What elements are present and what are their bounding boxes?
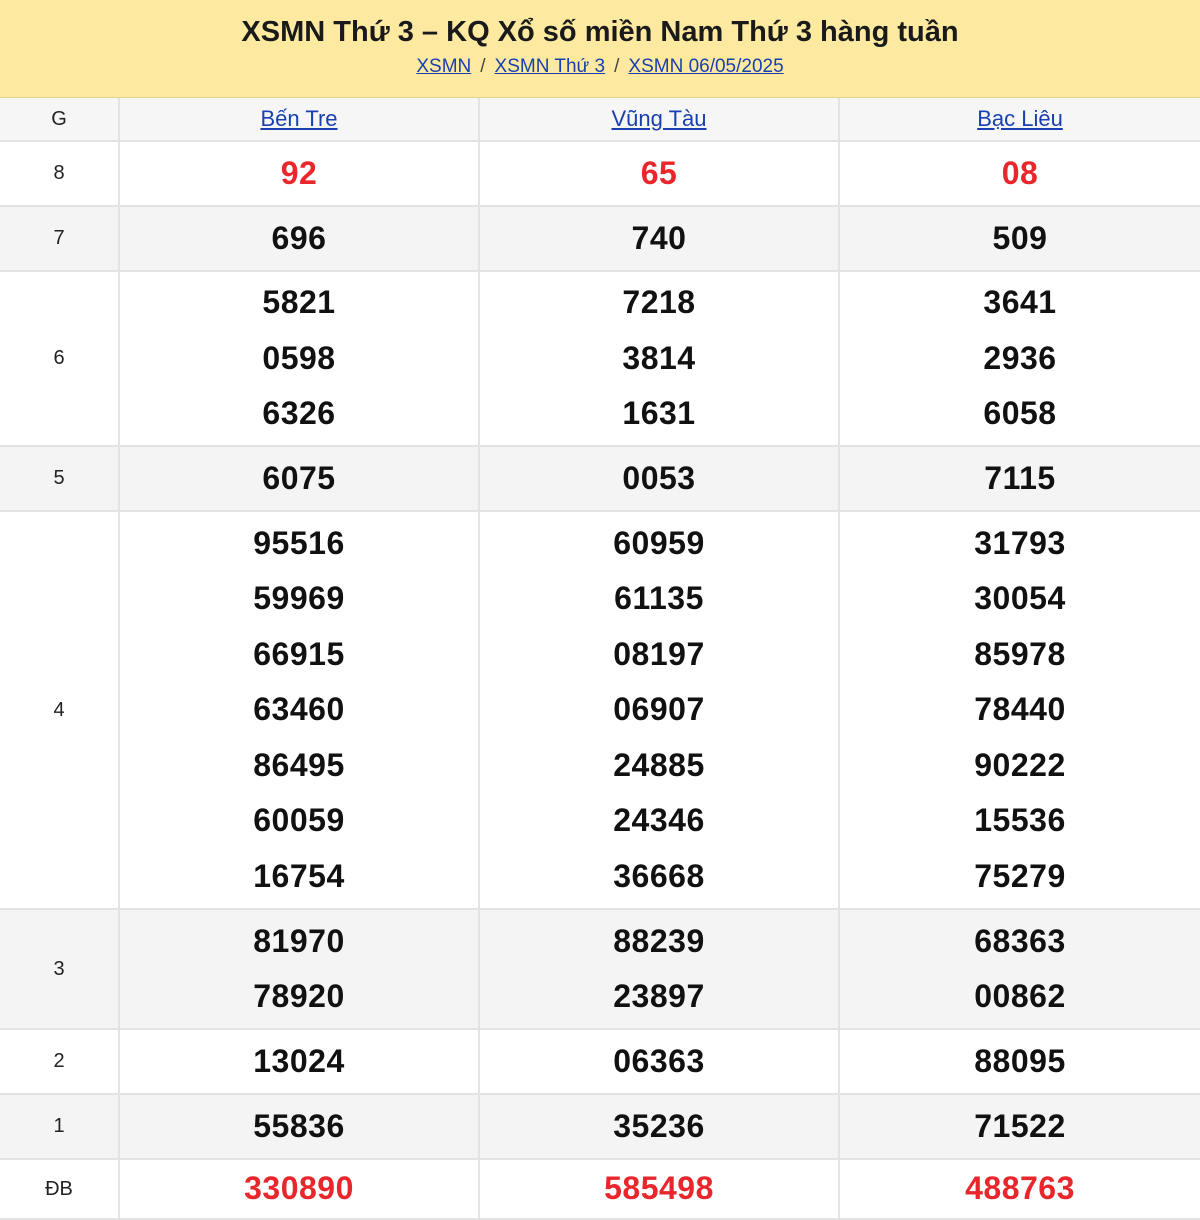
prize-label: 5 xyxy=(0,447,120,510)
prize-cell xyxy=(120,1095,480,1158)
result-number: 08197 xyxy=(613,635,705,672)
prize-label: 6 xyxy=(0,272,120,445)
result-number: 36668 xyxy=(613,857,705,894)
prize-row xyxy=(0,1095,1200,1160)
prize-cell xyxy=(840,142,1200,205)
result-number: 3814 xyxy=(622,339,696,376)
prize-label: 4 xyxy=(0,512,120,908)
breadcrumb xyxy=(0,56,1200,78)
prize-cell xyxy=(120,1030,480,1093)
prize-cell xyxy=(120,447,480,510)
result-number: 60059 xyxy=(253,802,345,839)
result-number: 90222 xyxy=(974,746,1066,783)
prize-cell xyxy=(120,512,480,908)
result-number: 59969 xyxy=(253,580,345,617)
prize-cell xyxy=(480,207,840,270)
result-number: 15536 xyxy=(974,802,1066,839)
prize-cell xyxy=(840,207,1200,270)
result-number: 7115 xyxy=(984,459,1056,496)
prize-cell xyxy=(480,1160,840,1218)
result-number: 0598 xyxy=(262,339,336,376)
breadcrumb-link-xsmn-thu-3[interactable]: XSMN Thứ 3 xyxy=(494,56,606,77)
result-number: 61135 xyxy=(614,580,704,617)
prize-label: 1 xyxy=(0,1095,120,1158)
prize-cell xyxy=(840,447,1200,510)
result-number: 65 xyxy=(640,154,678,191)
prize-row xyxy=(0,447,1200,512)
result-number: 81970 xyxy=(253,922,345,959)
result-number: 2936 xyxy=(983,339,1057,376)
province-link-bac-lieu[interactable]: Bạc Liêu xyxy=(977,106,1063,131)
prize-row xyxy=(0,142,1200,207)
result-number: 16754 xyxy=(253,857,345,894)
result-number: 509 xyxy=(992,219,1048,256)
prize-row xyxy=(0,1160,1200,1220)
province-link-vung-tau[interactable]: Vũng Tàu xyxy=(611,106,707,131)
prize-label: ĐB xyxy=(0,1160,120,1218)
result-number: 24885 xyxy=(613,746,705,783)
prize-cell xyxy=(480,1030,840,1093)
result-number: 696 xyxy=(271,219,327,256)
prize-row xyxy=(0,1030,1200,1095)
prize-cell xyxy=(480,142,840,205)
prize-label: 3 xyxy=(0,910,120,1028)
breadcrumb-link-date[interactable]: XSMN 06/05/2025 xyxy=(628,56,784,77)
prize-cell xyxy=(120,1160,480,1218)
prize-label: 7 xyxy=(0,207,120,270)
prize-cell xyxy=(840,910,1200,1028)
prize-cell xyxy=(120,272,480,445)
result-number: 585498 xyxy=(604,1170,714,1207)
prize-column-header: G xyxy=(0,98,120,140)
prize-cell xyxy=(840,1030,1200,1093)
prize-row xyxy=(0,910,1200,1030)
province-header xyxy=(480,98,840,140)
result-number: 30054 xyxy=(974,580,1066,617)
prize-cell xyxy=(840,512,1200,908)
prize-cell xyxy=(480,447,840,510)
result-number: 7218 xyxy=(622,284,696,321)
result-number: 60959 xyxy=(613,524,705,561)
prize-row xyxy=(0,207,1200,272)
result-number: 85978 xyxy=(974,635,1066,672)
prize-row xyxy=(0,512,1200,910)
prize-cell xyxy=(840,1095,1200,1158)
result-number: 55836 xyxy=(253,1107,345,1144)
result-number: 66915 xyxy=(253,635,345,672)
province-link-ben-tre[interactable]: Bến Tre xyxy=(260,106,338,131)
page-header xyxy=(0,0,1200,98)
breadcrumb-separator: / xyxy=(480,56,486,77)
result-number: 75279 xyxy=(974,857,1066,894)
result-number: 78920 xyxy=(253,978,345,1014)
result-number: 06907 xyxy=(613,691,705,728)
result-number: 740 xyxy=(631,219,687,256)
page-title: XSMN Thứ 3 – KQ Xổ số miền Nam Thứ 3 hàng tuần xyxy=(241,16,959,48)
result-number: 330890 xyxy=(244,1170,354,1207)
result-number: 5821 xyxy=(262,284,336,321)
result-number: 63460 xyxy=(253,691,345,728)
province-header xyxy=(120,98,480,140)
result-number: 68363 xyxy=(974,922,1066,959)
results-table xyxy=(0,98,1200,1220)
result-number: 31793 xyxy=(974,524,1066,561)
prize-cell xyxy=(120,207,480,270)
result-number: 3641 xyxy=(983,284,1057,321)
result-number: 78440 xyxy=(974,691,1066,728)
result-number: 23897 xyxy=(613,978,705,1014)
prize-cell xyxy=(120,142,480,205)
table-header-row xyxy=(0,98,1200,142)
result-number: 95516 xyxy=(253,524,345,561)
prize-cell xyxy=(480,1095,840,1158)
prize-cell xyxy=(480,512,840,908)
prize-cell xyxy=(840,1160,1200,1218)
result-number: 86495 xyxy=(253,746,345,783)
result-number: 35236 xyxy=(613,1107,705,1144)
prize-cell xyxy=(120,910,480,1028)
result-number: 1631 xyxy=(622,395,696,432)
result-number: 88095 xyxy=(974,1042,1066,1079)
result-number: 488763 xyxy=(965,1170,1075,1207)
result-number: 13024 xyxy=(253,1042,345,1079)
result-number: 0053 xyxy=(622,459,696,496)
province-header xyxy=(840,98,1200,140)
prize-label: 8 xyxy=(0,142,120,205)
result-number: 88239 xyxy=(613,922,705,959)
result-number: 00862 xyxy=(974,978,1066,1014)
breadcrumb-link-xsmn[interactable]: XSMN xyxy=(416,56,472,77)
result-number: 08 xyxy=(1001,154,1039,191)
prize-row xyxy=(0,272,1200,447)
result-number: 6058 xyxy=(983,395,1057,432)
result-number: 6326 xyxy=(262,395,336,432)
result-number: 24346 xyxy=(613,802,705,839)
result-number: 6075 xyxy=(262,459,336,496)
result-number: 06363 xyxy=(613,1042,705,1079)
result-number: 92 xyxy=(280,154,318,191)
prize-label: 2 xyxy=(0,1030,120,1093)
prize-cell xyxy=(840,272,1200,445)
breadcrumb-separator: / xyxy=(614,56,620,77)
result-number: 71522 xyxy=(974,1107,1066,1144)
prize-cell xyxy=(480,272,840,445)
prize-cell xyxy=(480,910,840,1028)
